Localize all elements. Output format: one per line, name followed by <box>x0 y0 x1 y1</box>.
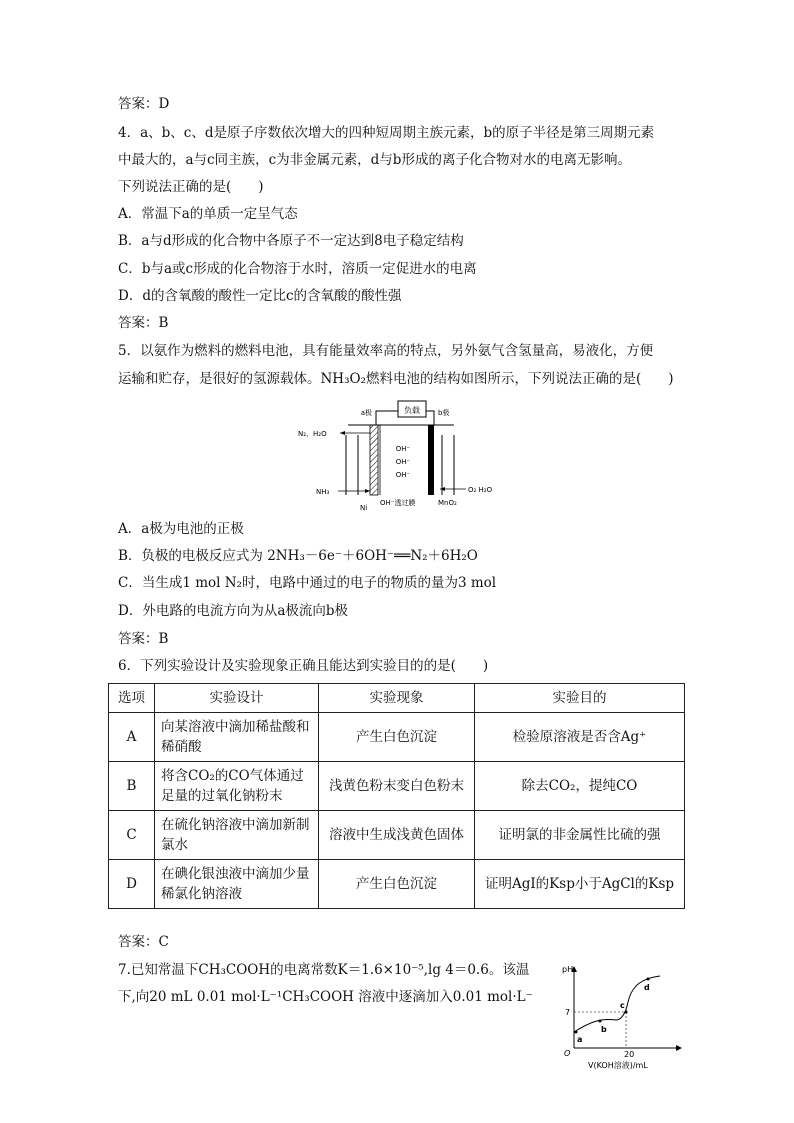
header-design: 实验设计 <box>155 684 319 713</box>
x-tick-20: 20 <box>624 1050 635 1059</box>
membrane-label: OH⁻透过膜 <box>380 499 416 507</box>
header-option: 选项 <box>109 684 155 713</box>
label-a: a <box>577 1035 583 1044</box>
row-design: 在碘化银浊液中滴加少量稀氯化钠溶液 <box>155 860 319 909</box>
row-design: 在硫化钠溶液中滴加新制氯水 <box>155 811 319 860</box>
ni-electrode <box>370 425 378 495</box>
row-purpose: 除去CO₂，提纯CO <box>475 762 685 811</box>
q5-option-a: A．a极为电池的正极 <box>118 521 244 537</box>
table-header-row <box>109 684 685 713</box>
row-design: 向某溶液中滴加稀盐酸和稀硝酸 <box>155 713 319 762</box>
row-option: D <box>109 860 155 909</box>
row-purpose: 证明AgI的Ksp小于AgCl的Ksp <box>475 860 685 909</box>
table-row <box>109 811 685 860</box>
q4-option-d: D．d的含氧酸的酸性一定比c的含氧酸的酸性强 <box>118 288 402 304</box>
table-row <box>109 762 685 811</box>
row-option: B <box>109 762 155 811</box>
ion-label-3: OH⁻ <box>395 471 411 479</box>
row-option: A <box>109 713 155 762</box>
row-purpose: 检验原溶液是否含Ag⁺ <box>475 713 685 762</box>
point-d <box>647 978 650 981</box>
ni-label: Ni <box>360 504 368 512</box>
origin-label: O <box>564 1049 571 1058</box>
q4-option-b: B．a与d形成的化合物中各原子不一定达到8电子稳定结构 <box>118 233 464 249</box>
label-c: c <box>620 1001 625 1010</box>
table-row <box>109 713 685 762</box>
a-pole-label: a极 <box>360 409 372 417</box>
q5-stem-line2: 运输和贮存，是很好的氢源载体。NH₃O₂燃料电池的结构如图所示，下列说法正确的是( ) <box>118 371 674 387</box>
point-c <box>625 1011 628 1014</box>
label-d: d <box>644 983 650 992</box>
point-a <box>575 1031 578 1034</box>
row-phenomenon: 浅黄色粉末变白色粉末 <box>319 762 475 811</box>
q4-stem-line1: 4．a、b、c、d是原子序数依次增大的四种短周期主族元素，b的原子半径是第三周期元素 <box>118 125 655 141</box>
mno2-electrode <box>428 425 434 495</box>
row-design: 将含CO₂的CO气体通过足量的过氧化钠粉末 <box>155 762 319 811</box>
ion-label-2: OH⁻ <box>395 458 411 466</box>
answer-q5: 答案：B <box>118 631 169 647</box>
load-label: 负载 <box>404 406 420 415</box>
mno2-label: MnO₂ <box>438 499 457 507</box>
row-phenomenon: 溶液中生成浅黄色固体 <box>319 811 475 860</box>
row-purpose: 证明氯的非金属性比硫的强 <box>475 811 685 860</box>
q4-option-a: A．常温下a的单质一定呈气态 <box>118 206 298 222</box>
left-inflow-label: NH₃ <box>316 488 330 496</box>
header-purpose: 实验目的 <box>475 684 685 713</box>
header-phenomenon: 实验现象 <box>319 684 475 713</box>
experiment-table <box>108 683 685 909</box>
q6-stem: 6．下列实验设计及实验现象正确且能达到实验目的的是( ) <box>118 658 489 674</box>
row-phenomenon: 产生白色沉淀 <box>319 713 475 762</box>
row-phenomenon: 产生白色沉淀 <box>319 860 475 909</box>
ion-label-1: OH⁻ <box>395 445 411 453</box>
y-tick-7: 7 <box>565 1008 571 1017</box>
table-row <box>109 860 685 909</box>
label-b: b <box>601 1025 607 1034</box>
q5-option-d: D．外电路的电流方向为从a极流向b极 <box>118 603 349 619</box>
fuel-cell-diagram <box>290 395 510 519</box>
x-axis-label: V(KOH溶液)/mL <box>588 1061 648 1070</box>
q7-stem-line2: 下,向20 mL 0.01 mol·L⁻¹CH₃COOH 溶液中逐滴加入0.01 mol·L⁻ <box>118 989 533 1005</box>
titration-curve <box>560 962 690 1076</box>
answer-q4: 答案：B <box>118 315 169 331</box>
answer-q3: 答案：D <box>118 96 170 112</box>
q4-stem-line2: 中最大的，a与c同主族，c为非金属元素，d与b形成的离子化合物对水的电离无影响。 <box>118 152 631 168</box>
q5-option-b: B．负极的电极反应式为 2NH₃－6e⁻＋6OH⁻══N₂＋6H₂O <box>118 548 478 564</box>
row-option: C <box>109 811 155 860</box>
point-b <box>599 1020 602 1023</box>
right-inflow-label: O₂ H₂O <box>468 486 493 494</box>
answer-q6: 答案：C <box>118 934 169 950</box>
q4-stem-line3: 下列说法正确的是( ) <box>118 179 264 195</box>
b-pole-label: b极 <box>438 409 450 417</box>
q5-option-c: C．当生成1 mol N₂时，电路中通过的电子的物质的量为3 mol <box>118 575 497 591</box>
q5-stem-line1: 5．以氨作为燃料的燃料电池，具有能量效率高的特点，另外氨气含氢量高，易液化，方便 <box>118 343 654 359</box>
q7-stem-line1: 7.已知常温下CH₃COOH的电离常数K＝1.6×10⁻⁵,lg 4＝0.6。该温 <box>118 962 530 978</box>
q4-option-c: C．b与a或c形成的化合物溶于水时，溶质一定促进水的电离 <box>118 261 477 277</box>
y-axis-label: pH <box>562 965 574 974</box>
left-outflow-label: N₂、H₂O <box>298 430 327 438</box>
